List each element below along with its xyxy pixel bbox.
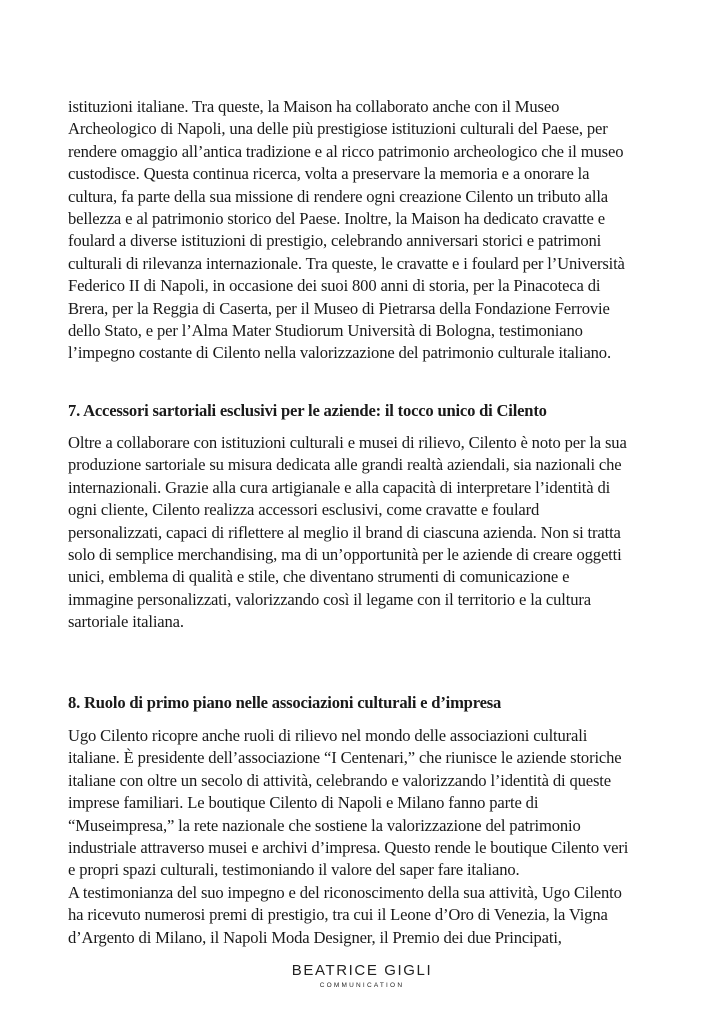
text-line: immagine personalizzati, valorizzando così il legame con il territorio e la cultura xyxy=(68,589,591,609)
text-line: Archeologico di Napoli, una delle più prestigiose istituzioni culturali del Paese, per xyxy=(68,119,608,139)
text-line: sartoriale italiana. xyxy=(68,612,184,632)
intro-paragraph xyxy=(68,96,668,365)
text-line: industriale attraverso musei e archivi d’impresa. Questo rende le boutique Cilento veri xyxy=(68,838,629,858)
text-line: italiane. È presidente dell’associazione “I Centenari,” che riunisce le aziende storiche xyxy=(68,748,622,768)
text-line: solo di semplice merchandising, ma di un’opportunità per le aziende di creare oggetti xyxy=(68,545,622,565)
text-line: cultura, fa parte della sua missione di rendere ogni creazione Cilento un tributo alla xyxy=(68,186,609,206)
text-line: dello Stato, e per l’Alma Mater Studiorum Università di Bologna, testimoniano xyxy=(68,321,583,341)
text-line: rendere omaggio all’antica tradizione e al ricco patrimonio archeologico che il museo xyxy=(68,141,624,161)
text-line: Oltre a collaborare con istituzioni culturali e musei di rilievo, Cilento è noto per la sua xyxy=(68,433,627,452)
text-line: e propri spazi culturali, testimoniando il valore del saper fare italiano. xyxy=(68,860,520,880)
footer-brand-name: BEATRICE GIGLI xyxy=(291,962,433,979)
text-line: italiane con oltre un secolo di attività, celebrando e valorizzando l’identità di queste xyxy=(68,770,611,790)
text-line: Brera, per la Reggia di Caserta, per il Museo di Pietrarsa della Fondazione Ferrovie xyxy=(68,298,610,318)
text-line: l’impegno costante di Cilento nella valorizzazione del patrimonio culturale italiano. xyxy=(68,343,611,363)
text-line: istituzioni italiane. Tra queste, la Maison ha collaborato anche con il Museo xyxy=(68,97,560,116)
text-line: A testimonianza del suo impegno e del riconoscimento della sua attività, Ugo Cilento xyxy=(68,882,622,902)
text-line: ogni cliente, Cilento realizza accessori esclusivi, come cravatte e foulard xyxy=(68,500,540,520)
text-line: Ugo Cilento ricopre anche ruoli di rilievo nel mondo delle associazioni culturali xyxy=(68,726,588,745)
text-line: produzione sartoriale su misura dedicata alle grandi realtà aziendali, sia nazionali che xyxy=(68,455,622,475)
section-8-paragraph xyxy=(68,725,668,949)
section-7-heading: 7. Accessori sartoriali esclusivi per le aziende: il tocco unico di Cilento xyxy=(68,401,547,420)
text-line: ha ricevuto numerosi premi di prestigio, tra cui il Leone d’Oro di Venezia, la Vigna xyxy=(68,905,608,925)
text-line: imprese familiari. Le boutique Cilento di Napoli e Milano fanno parte di xyxy=(68,793,539,813)
section-7-paragraph xyxy=(68,432,668,634)
text-line: Federico II di Napoli, in occasione dei suoi 800 anni di storia, per la Pinacoteca di xyxy=(68,276,601,296)
text-line: “Museimpresa,” la rete nazionale che sostiene la valorizzazione del patrimonio xyxy=(68,815,581,835)
footer-brand-subtitle: COMMUNICATION xyxy=(319,982,405,989)
text-line: bellezza e al patrimonio storico del Paese. Inoltre, la Maison ha dedicato cravatte e xyxy=(68,209,605,229)
text-line: unici, emblema di qualità e stile, che diventano strumenti di comunicazione e xyxy=(68,567,570,587)
footer-logo xyxy=(0,962,724,991)
text-line: culturali di rilevanza internazionale. Tra queste, le cravatte e i foulard per l’Università xyxy=(68,253,625,273)
text-line: d’Argento di Milano, il Napoli Moda Designer, il Premio dei due Principati, xyxy=(68,927,562,947)
text-line: custodisce. Questa continua ricerca, volta a preservare la memoria e a onorare la xyxy=(68,164,590,184)
text-line: personalizzati, capaci di riflettere al meglio il brand di ciascuna azienda. Non si tratta xyxy=(68,522,621,542)
section-8-heading: 8. Ruolo di primo piano nelle associazioni culturali e d’impresa xyxy=(68,693,502,712)
text-line: foulard a diverse istituzioni di prestigio, celebrando anniversari storici e patrimoni xyxy=(68,231,602,251)
text-line: internazionali. Grazie alla cura artigianale e alla capacità di interpretare l’identità di xyxy=(68,477,611,497)
